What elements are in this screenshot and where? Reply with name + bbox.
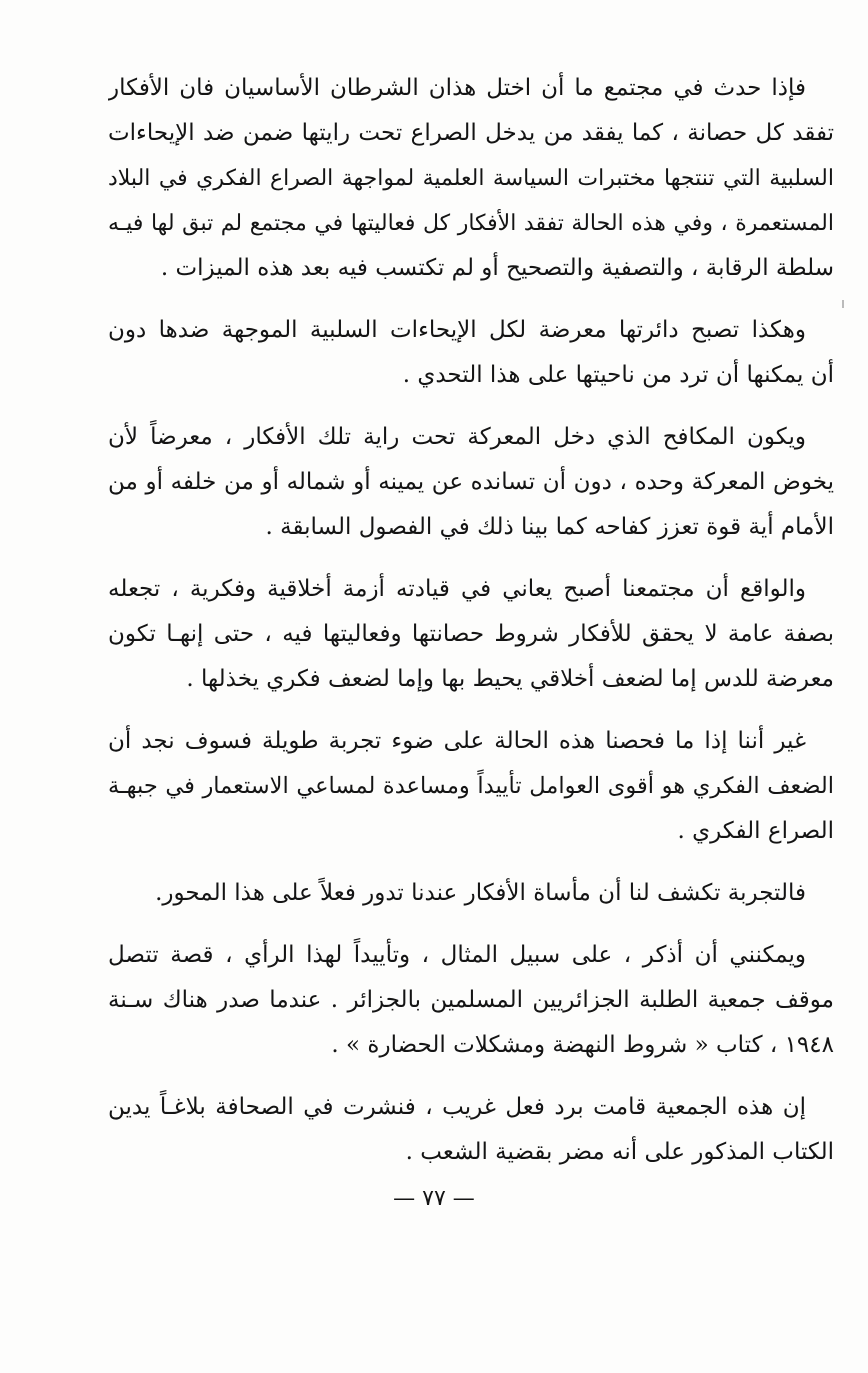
paragraph-2 bbox=[108, 308, 834, 398]
text-line: موقف جمعية الطلبة الجزائريين المسلمين بالجزائر . عندما صدر هناك سـنة bbox=[108, 987, 834, 1013]
paragraph-7 bbox=[108, 933, 834, 1068]
paragraph-1 bbox=[108, 66, 834, 291]
text-line: ويمكنني أن أذكر ، على سبيل المثال ، وتأييداً لهذا الرأي ، قصة تتصل bbox=[108, 942, 806, 968]
text-line: ويكون المكافح الذي دخل المعركة تحت راية تلك الأفكار ، معرضاً لأن bbox=[108, 424, 806, 450]
text-line: المستعمرة ، وفي هذه الحالة تفقد الأفكار كل فعاليتها في مجتمع لم تبق لها فيـه bbox=[108, 211, 834, 236]
text-line: أن يمكنها أن ترد من ناحيتها على هذا التحدي . bbox=[402, 362, 834, 388]
paragraph-3 bbox=[108, 415, 834, 550]
paragraph-5 bbox=[108, 719, 834, 854]
text-line: السلبية التي تنتجها مختبرات السياسة العلمية لمواجهة الصراع الفكري في البلاد bbox=[108, 166, 834, 191]
scan-mark bbox=[842, 300, 844, 308]
text-line: يخوض المعركة وحده ، دون أن تسانده عن يمينه أو شماله أو من خلفه أو من bbox=[108, 469, 834, 495]
text-line: ١٩٤٨ ، كتاب « شروط النهضة ومشكلات الحضارة » . bbox=[331, 1032, 834, 1058]
paragraph-4 bbox=[108, 567, 834, 702]
paragraph-6 bbox=[108, 871, 834, 916]
text-line: فالتجربة تكشف لنا أن مأساة الأفكار عندنا تدور فعلاً على هذا المحور. bbox=[155, 880, 806, 906]
text-line: الأمام أية قوة تعزز كفاحه كما بينا ذلك في الفصول السابقة . bbox=[265, 514, 834, 540]
text-line: الضعف الفكري هو أقوى العوامل تأييداً ومساعدة لمساعي الاستعمار في جبهـة bbox=[108, 773, 834, 799]
text-line: غير أننا إذا ما فحصنا هذه الحالة على ضوء تجربة طويلة فسوف نجد أن bbox=[108, 728, 806, 754]
text-line: بصفة عامة لا يحقق للأفكار شروط حصانتها وفعاليتها فيه ، حتى إنهـا تكون bbox=[108, 621, 834, 647]
text-line: تفقد كل حصانة ، كما يفقد من يدخل الصراع تحت رايتها ضمن ضد الإيحاءات bbox=[108, 120, 834, 146]
text-line: إن هذه الجمعية قامت برد فعل غريب ، فنشرت في الصحافة بلاغـاً يدين bbox=[108, 1094, 806, 1120]
text-line: الصراع الفكري . bbox=[677, 818, 834, 844]
page-number: — ٧٧ — bbox=[393, 1186, 475, 1211]
text-line: الكتاب المذكور على أنه مضر بقضية الشعب . bbox=[405, 1139, 834, 1165]
body-text bbox=[108, 66, 834, 1175]
text-line: والواقع أن مجتمعنا أصبح يعاني في قيادته أزمة أخلاقية وفكرية ، تجعله bbox=[108, 576, 806, 602]
text-line: سلطة الرقابة ، والتصفية والتصحيح أو لم تكتسب فيه بعد هذه الميزات . bbox=[160, 255, 834, 281]
text-line: معرضة للدس إما لضعف أخلاقي يحيط بها وإما لضعف فكري يخذلها . bbox=[186, 666, 834, 692]
text-line: فإذا حدث في مجتمع ما أن اختل هذان الشرطان الأساسيان فان الأفكار bbox=[108, 75, 806, 101]
paragraph-8 bbox=[108, 1085, 834, 1175]
text-line: وهكذا تصبح دائرتها معرضة لكل الإيحاءات السلبية الموجهة ضدها دون bbox=[108, 317, 806, 343]
